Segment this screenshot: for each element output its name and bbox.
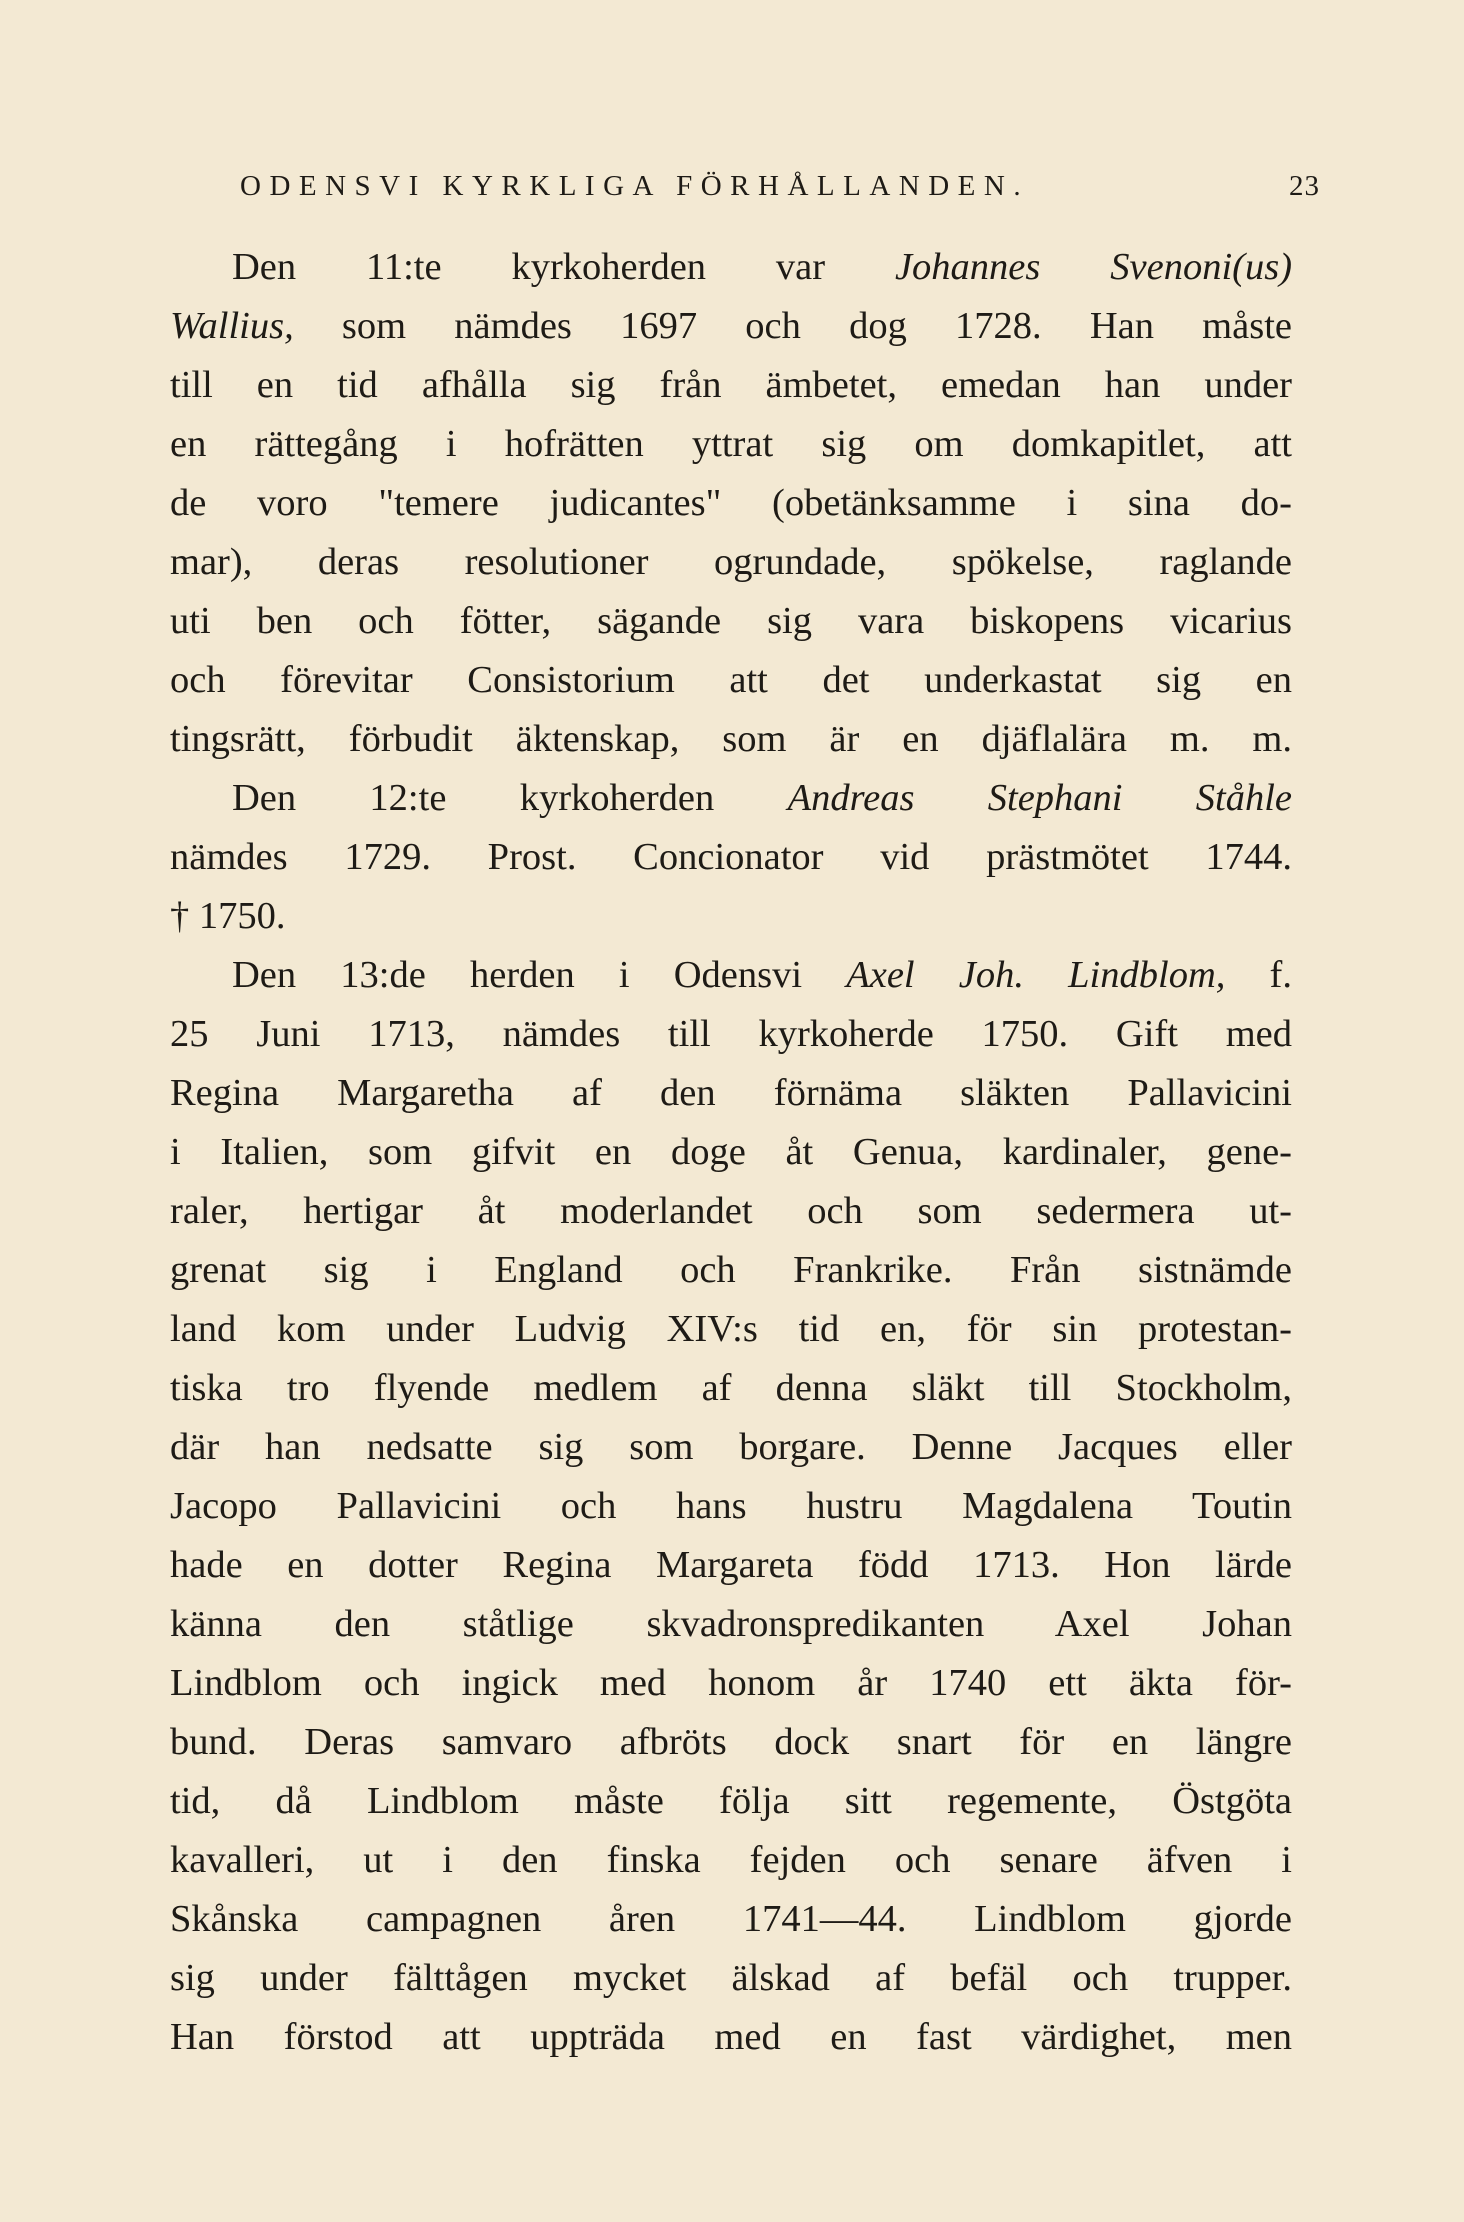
text-line: Skånska campagnen åren 1741—44. Lindblom gjorde	[170, 1898, 1292, 1940]
text-line: till en tid afhålla sig från ämbetet, emedan han under	[170, 364, 1292, 406]
text-line: Regina Margaretha af den förnäma släkten Pallavicini	[170, 1072, 1292, 1114]
text-line: där han nedsatte sig som borgare. Denne Jacques eller	[170, 1426, 1292, 1468]
text-line: tid, då Lindblom måste följa sitt regemente, Östgöta	[170, 1780, 1292, 1822]
text-line: Den 13:de herden i Odensvi Axel Joh. Lindblom, f.	[232, 954, 1292, 996]
text-line: tiska tro flyende medlem af denna släkt till Stockholm,	[170, 1367, 1292, 1409]
text-line: de voro "temere judicantes" (obetänksamme i sina do-	[170, 482, 1292, 524]
text-line: sig under fälttågen mycket älskad af befäl och trupper.	[170, 1957, 1292, 1999]
text-line: och förevitar Consistorium att det underkastat sig en	[170, 659, 1292, 701]
text-line: en rättegång i hofrätten yttrat sig om domkapitlet, att	[170, 423, 1292, 465]
running-head	[240, 170, 1320, 214]
text-line: Lindblom och ingick med honom år 1740 ett äkta för-	[170, 1662, 1292, 1704]
text-line: grenat sig i England och Frankrike. Från sistnämde	[170, 1249, 1292, 1291]
text-line: Den 12:te kyrkoherden Andreas Stephani Ståhle	[232, 777, 1292, 819]
body-text	[170, 238, 1292, 2067]
text-line: Jacopo Pallavicini och hans hustru Magdalena Toutin	[170, 1485, 1292, 1527]
text-line: nämdes 1729. Prost. Concionator vid prästmötet 1744.	[170, 836, 1292, 878]
text-line: uti ben och fötter, sägande sig vara biskopens vicarius	[170, 600, 1292, 642]
text-line: hade en dotter Regina Margareta född 1713. Hon lärde	[170, 1544, 1292, 1586]
text-line: tingsrätt, förbudit äktenskap, som är en djäflalära m. m.	[170, 718, 1292, 760]
page-number: 23	[1289, 170, 1320, 202]
text-line: land kom under Ludvig XIV:s tid en, för sin protestan-	[170, 1308, 1292, 1350]
text-line: mar), deras resolutioner ogrundade, spökelse, raglande	[170, 541, 1292, 583]
text-line: 25 Juni 1713, nämdes till kyrkoherde 1750. Gift med	[170, 1013, 1292, 1055]
text-line: Wallius, som nämdes 1697 och dog 1728. Han måste	[170, 305, 1292, 347]
text-line: kavalleri, ut i den finska fejden och senare äfven i	[170, 1839, 1292, 1881]
text-line: Han förstod att uppträda med en fast värdighet, men	[170, 2016, 1292, 2058]
text-line: Den 11:te kyrkoherden var Johannes Svenoni(us)	[232, 246, 1293, 288]
text-line: känna den ståtlige skvadronspredikanten Axel Johan	[170, 1603, 1292, 1645]
text-line: i Italien, som gifvit en doge åt Genua, kardinaler, gene-	[170, 1131, 1292, 1173]
text-line: bund. Deras samvaro afbröts dock snart för en längre	[170, 1721, 1292, 1763]
text-line: † 1750.	[170, 895, 286, 937]
text-line: raler, hertigar åt moderlandet och som sedermera ut-	[170, 1190, 1292, 1232]
running-head-title: ODENSVI KYRKLIGA FÖRHÅLLANDEN.	[240, 170, 1030, 202]
